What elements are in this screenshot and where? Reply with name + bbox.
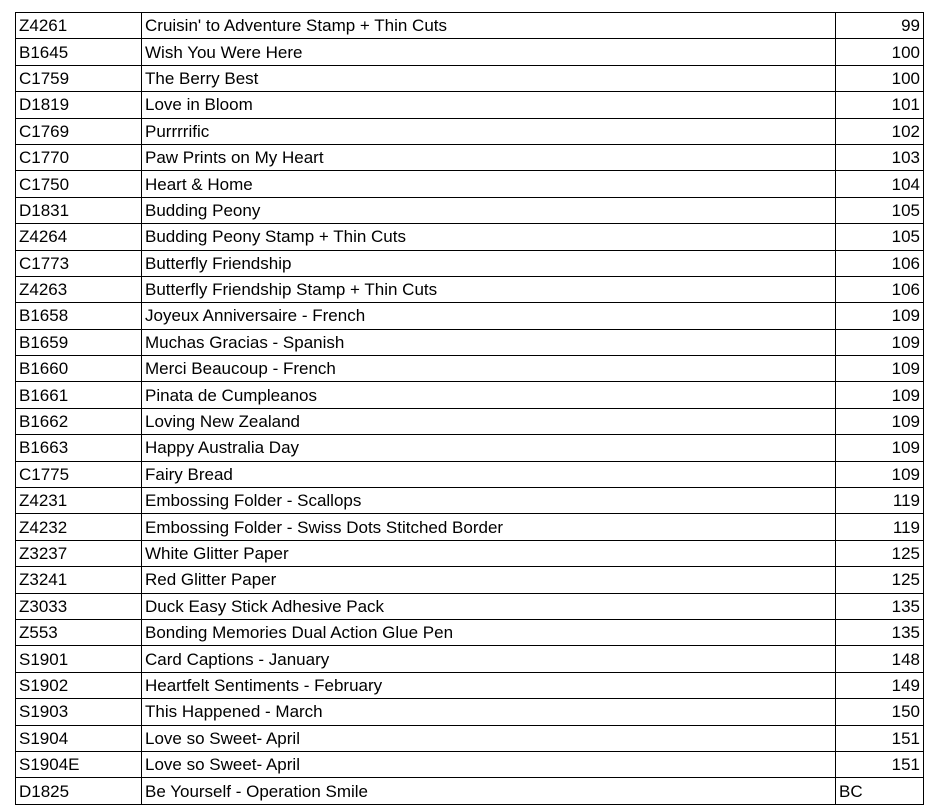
table-row (16, 382, 924, 408)
product-code-cell: Z4231 (16, 488, 142, 514)
page-number-cell: BC (836, 778, 924, 804)
page-number-cell: 104 (836, 171, 924, 197)
page-number-cell: 109 (836, 435, 924, 461)
table-row (16, 39, 924, 65)
page-number-cell: 135 (836, 619, 924, 645)
product-name-cell: Purrrrific (142, 118, 836, 144)
table-row (16, 488, 924, 514)
product-code-cell: S1901 (16, 646, 142, 672)
product-name-cell: Budding Peony (142, 197, 836, 223)
product-name-cell: Joyeux Anniversaire - French (142, 303, 836, 329)
product-code-cell: Z4263 (16, 276, 142, 302)
product-name-cell: Red Glitter Paper (142, 567, 836, 593)
product-name-cell: Embossing Folder - Swiss Dots Stitched Border (142, 514, 836, 540)
product-name-cell: The Berry Best (142, 65, 836, 91)
page-number-cell: 106 (836, 276, 924, 302)
product-name-cell: Duck Easy Stick Adhesive Pack (142, 593, 836, 619)
product-code-cell: C1775 (16, 461, 142, 487)
product-name-cell: Merci Beaucoup - French (142, 356, 836, 382)
product-name-cell: Heartfelt Sentiments - February (142, 672, 836, 698)
product-code-cell: D1825 (16, 778, 142, 804)
table-row (16, 593, 924, 619)
product-code-cell: Z4264 (16, 224, 142, 250)
product-name-cell: Bonding Memories Dual Action Glue Pen (142, 619, 836, 645)
product-code-cell: S1904 (16, 725, 142, 751)
table-row (16, 672, 924, 698)
product-name-cell: Love so Sweet- April (142, 751, 836, 777)
page-number-cell: 125 (836, 567, 924, 593)
table-row (16, 540, 924, 566)
product-code-cell: Z3033 (16, 593, 142, 619)
product-name-cell: Butterfly Friendship (142, 250, 836, 276)
page-number-cell: 105 (836, 197, 924, 223)
product-code-cell: S1902 (16, 672, 142, 698)
table-row (16, 144, 924, 170)
product-code-cell: C1770 (16, 144, 142, 170)
product-name-cell: Cruisin' to Adventure Stamp + Thin Cuts (142, 13, 836, 39)
table-row (16, 224, 924, 250)
page-number-cell: 149 (836, 672, 924, 698)
table-row (16, 118, 924, 144)
page-number-cell: 135 (836, 593, 924, 619)
table-row (16, 171, 924, 197)
product-name-cell: White Glitter Paper (142, 540, 836, 566)
page-number-cell: 109 (836, 329, 924, 355)
product-index-body (16, 13, 924, 805)
page-number-cell: 109 (836, 303, 924, 329)
product-name-cell: Pinata de Cumpleanos (142, 382, 836, 408)
product-code-cell: Z4232 (16, 514, 142, 540)
product-name-cell: Be Yourself - Operation Smile (142, 778, 836, 804)
product-name-cell: Fairy Bread (142, 461, 836, 487)
table-row (16, 356, 924, 382)
table-row (16, 92, 924, 118)
product-code-cell: C1750 (16, 171, 142, 197)
product-name-cell: Butterfly Friendship Stamp + Thin Cuts (142, 276, 836, 302)
page-number-cell: 151 (836, 725, 924, 751)
product-code-cell: Z3241 (16, 567, 142, 593)
page-number-cell: 109 (836, 461, 924, 487)
page-number-cell: 151 (836, 751, 924, 777)
product-code-cell: B1645 (16, 39, 142, 65)
table-row (16, 13, 924, 39)
page-number-cell: 109 (836, 382, 924, 408)
table-row (16, 329, 924, 355)
table-row (16, 197, 924, 223)
product-code-cell: C1769 (16, 118, 142, 144)
product-code-cell: D1819 (16, 92, 142, 118)
page-number-cell: 125 (836, 540, 924, 566)
table-row (16, 699, 924, 725)
product-code-cell: B1662 (16, 408, 142, 434)
table-row (16, 725, 924, 751)
product-name-cell: Card Captions - January (142, 646, 836, 672)
page-number-cell: 100 (836, 39, 924, 65)
product-code-cell: B1660 (16, 356, 142, 382)
table-row (16, 646, 924, 672)
table-row (16, 567, 924, 593)
product-name-cell: Love in Bloom (142, 92, 836, 118)
product-code-cell: D1831 (16, 197, 142, 223)
table-row (16, 778, 924, 804)
table-row (16, 461, 924, 487)
table-row (16, 408, 924, 434)
table-row (16, 65, 924, 91)
table-row (16, 435, 924, 461)
product-name-cell: Wish You Were Here (142, 39, 836, 65)
product-code-cell: B1663 (16, 435, 142, 461)
product-name-cell: Loving New Zealand (142, 408, 836, 434)
page-number-cell: 100 (836, 65, 924, 91)
page-number-cell: 106 (836, 250, 924, 276)
table-row (16, 303, 924, 329)
product-code-cell: B1658 (16, 303, 142, 329)
product-code-cell: S1903 (16, 699, 142, 725)
page-number-cell: 150 (836, 699, 924, 725)
page-number-cell: 109 (836, 356, 924, 382)
product-name-cell: Love so Sweet- April (142, 725, 836, 751)
product-code-cell: Z4261 (16, 13, 142, 39)
page-number-cell: 102 (836, 118, 924, 144)
page-number-cell: 101 (836, 92, 924, 118)
product-name-cell: Embossing Folder - Scallops (142, 488, 836, 514)
product-code-cell: B1661 (16, 382, 142, 408)
product-name-cell: Happy Australia Day (142, 435, 836, 461)
table-row (16, 250, 924, 276)
page-number-cell: 105 (836, 224, 924, 250)
page-number-cell: 103 (836, 144, 924, 170)
product-code-cell: Z553 (16, 619, 142, 645)
page-number-cell: 109 (836, 408, 924, 434)
product-code-cell: C1773 (16, 250, 142, 276)
product-index-table (15, 12, 924, 805)
table-row (16, 276, 924, 302)
product-name-cell: Heart & Home (142, 171, 836, 197)
page-number-cell: 99 (836, 13, 924, 39)
product-name-cell: Muchas Gracias - Spanish (142, 329, 836, 355)
table-row (16, 514, 924, 540)
product-code-cell: C1759 (16, 65, 142, 91)
product-name-cell: Paw Prints on My Heart (142, 144, 836, 170)
table-row (16, 619, 924, 645)
product-code-cell: Z3237 (16, 540, 142, 566)
page-number-cell: 119 (836, 488, 924, 514)
product-code-cell: B1659 (16, 329, 142, 355)
page-number-cell: 119 (836, 514, 924, 540)
table-row (16, 751, 924, 777)
page-number-cell: 148 (836, 646, 924, 672)
product-code-cell: S1904E (16, 751, 142, 777)
product-name-cell: Budding Peony Stamp + Thin Cuts (142, 224, 836, 250)
product-name-cell: This Happened - March (142, 699, 836, 725)
